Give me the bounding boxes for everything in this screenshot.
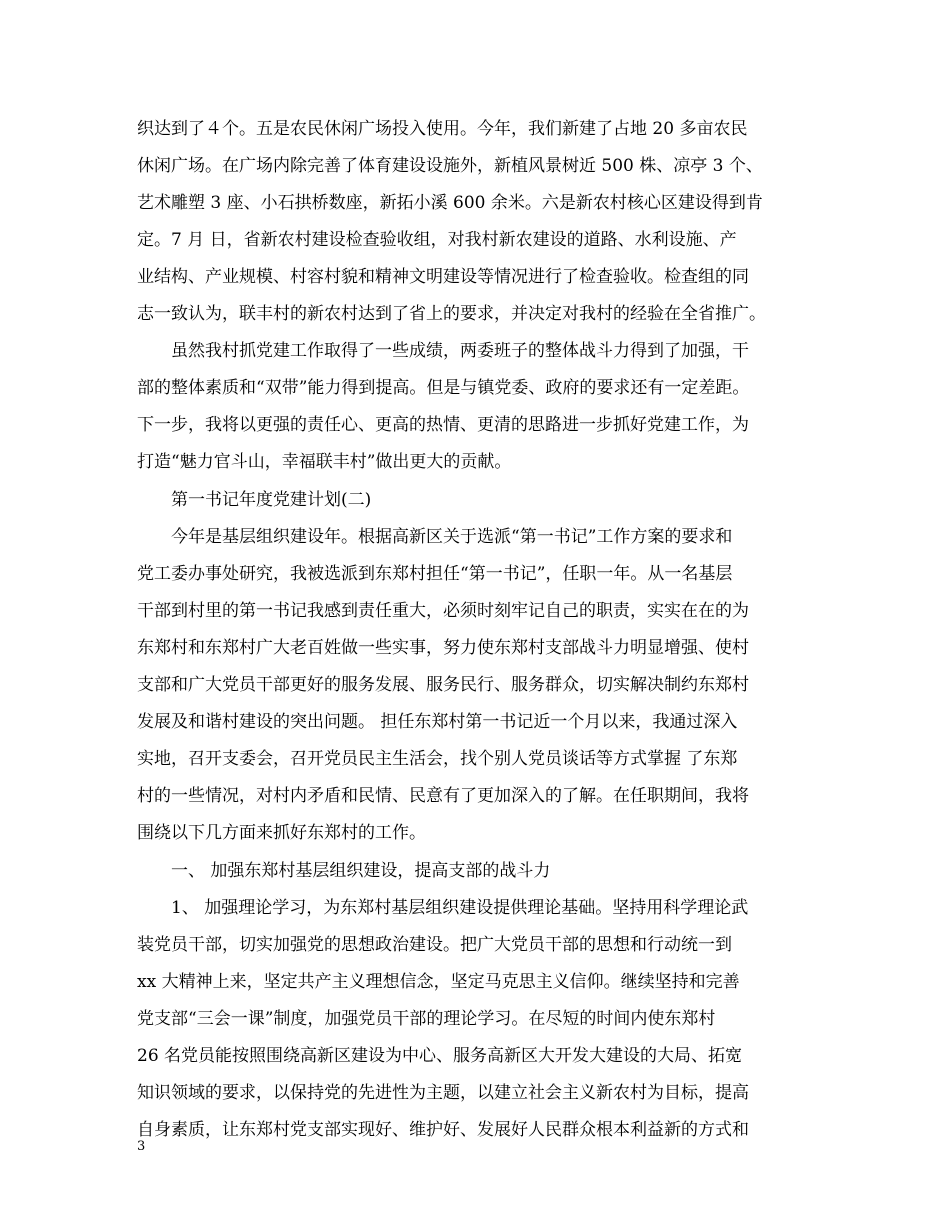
text-line: 发展及和谐村建设的突出问题。 担任东郑村第一书记近一个月以来，我通过深入 — [137, 712, 738, 732]
text-line: 下一步，我将以更强的责任心、更高的热情、更清的思路进一步抓好党建工作，为 — [137, 415, 749, 435]
text-line: 实地，召开支委会，召开党员民主生活会，找个别人党员谈话等方式掌握 了东郑 — [137, 749, 738, 769]
text-line: 26 名党员能按照围绕高新区建设为中心、服务高新区大开发大建设的大局、拓宽 — [137, 1046, 743, 1066]
text-line: 艺术雕塑 3 座、小石拱桥数座，新拓小溪 600 余米。六是新农村核心区建设得到肯 — [137, 193, 763, 213]
text-line: 业结构、产业规模、村容村貌和精神文明建设等情况进行了检查验收。检查组的同 — [137, 267, 749, 287]
text-line: 定。7 月 日，省新农村建设检查验收组，对我村新农建设的道路、水利设施、产 — [137, 230, 737, 250]
text-line: 干部到村里的第一书记我感到责任重大，必须时刻牢记自己的职责，实实在在的为 — [137, 601, 749, 621]
text-line: 休闲广场。在广场内除完善了体育建设设施外，新植风景树近 500 株、凉亭 3 个、 — [137, 156, 763, 176]
text-line: xx 大精神上来，坚定共产主义理想信念，坚定马克思主义信仰。继续坚持和完善 — [137, 972, 740, 992]
text-line: 知识领域的要求，以保持党的先进性为主题，以建立社会主义新农村为目标，提高 — [137, 1083, 749, 1103]
text-line: 村的一些情况，对村内矛盾和民情、民意有了更加深入的了解。在任职期间，我将 — [137, 786, 749, 806]
text-line: 今年是基层组织建设年。根据高新区关于选派“第一书记”工作方案的要求和 — [171, 527, 733, 547]
text-line: 党支部“三会一课”制度，加强党员干部的理论学习。在尽短的时间内使东郑村 — [137, 1009, 716, 1029]
text-line: 1、 加强理论学习，为东郑村基层组织建设提供理论基础。坚持用科学理论武 — [171, 898, 749, 918]
text-line: 虽然我村抓党建工作取得了一些成绩，两委班子的整体战斗力得到了加强，干 — [171, 341, 749, 361]
text-line: 部的整体素质和“双带”能力得到提高。但是与镇党委、政府的要求还有一定差距。 — [137, 378, 750, 398]
text-line: 自身素质，让东郑村党支部实现好、维护好、发展好人民群众根本利益新的方式和 — [137, 1120, 749, 1140]
text-line: 东郑村和东郑村广大老百姓做一些实事，努力使东郑村支部战斗力明显增强、使村 — [137, 638, 749, 658]
text-line: 党工委办事处研究，我被选派到东郑村担任“第一书记”，任职一年。从一名基层 — [137, 564, 733, 584]
section-heading: 第一书记年度党建计划(二) — [171, 490, 372, 510]
text-line: 志一致认为，联丰村的新农村达到了省上的要求，并决定对我村的经验在全省推广。 — [137, 304, 766, 324]
text-line: 织达到了４个。五是农民休闲广场投入使用。今年，我们新建了占地 20 多亩农民 — [137, 119, 748, 139]
text-line: 围绕以下几方面来抓好东郑村的工作。 — [137, 823, 426, 843]
text-line: 支部和广大党员干部更好的服务发展、服务民行、服务群众，切实解决制约东郑村 — [137, 675, 749, 695]
section-heading: 一、 加强东郑村基层组织建设，提高支部的战斗力 — [171, 861, 551, 881]
page-number: 3 — [137, 1139, 146, 1154]
text-line: 打造“魅力官斗山，幸福联丰村”做出更大的贡献。 — [137, 452, 512, 472]
text-line: 装党员干部，切实加强党的思想政治建设。把广大党员干部的思想和行动统一到 — [137, 935, 732, 955]
